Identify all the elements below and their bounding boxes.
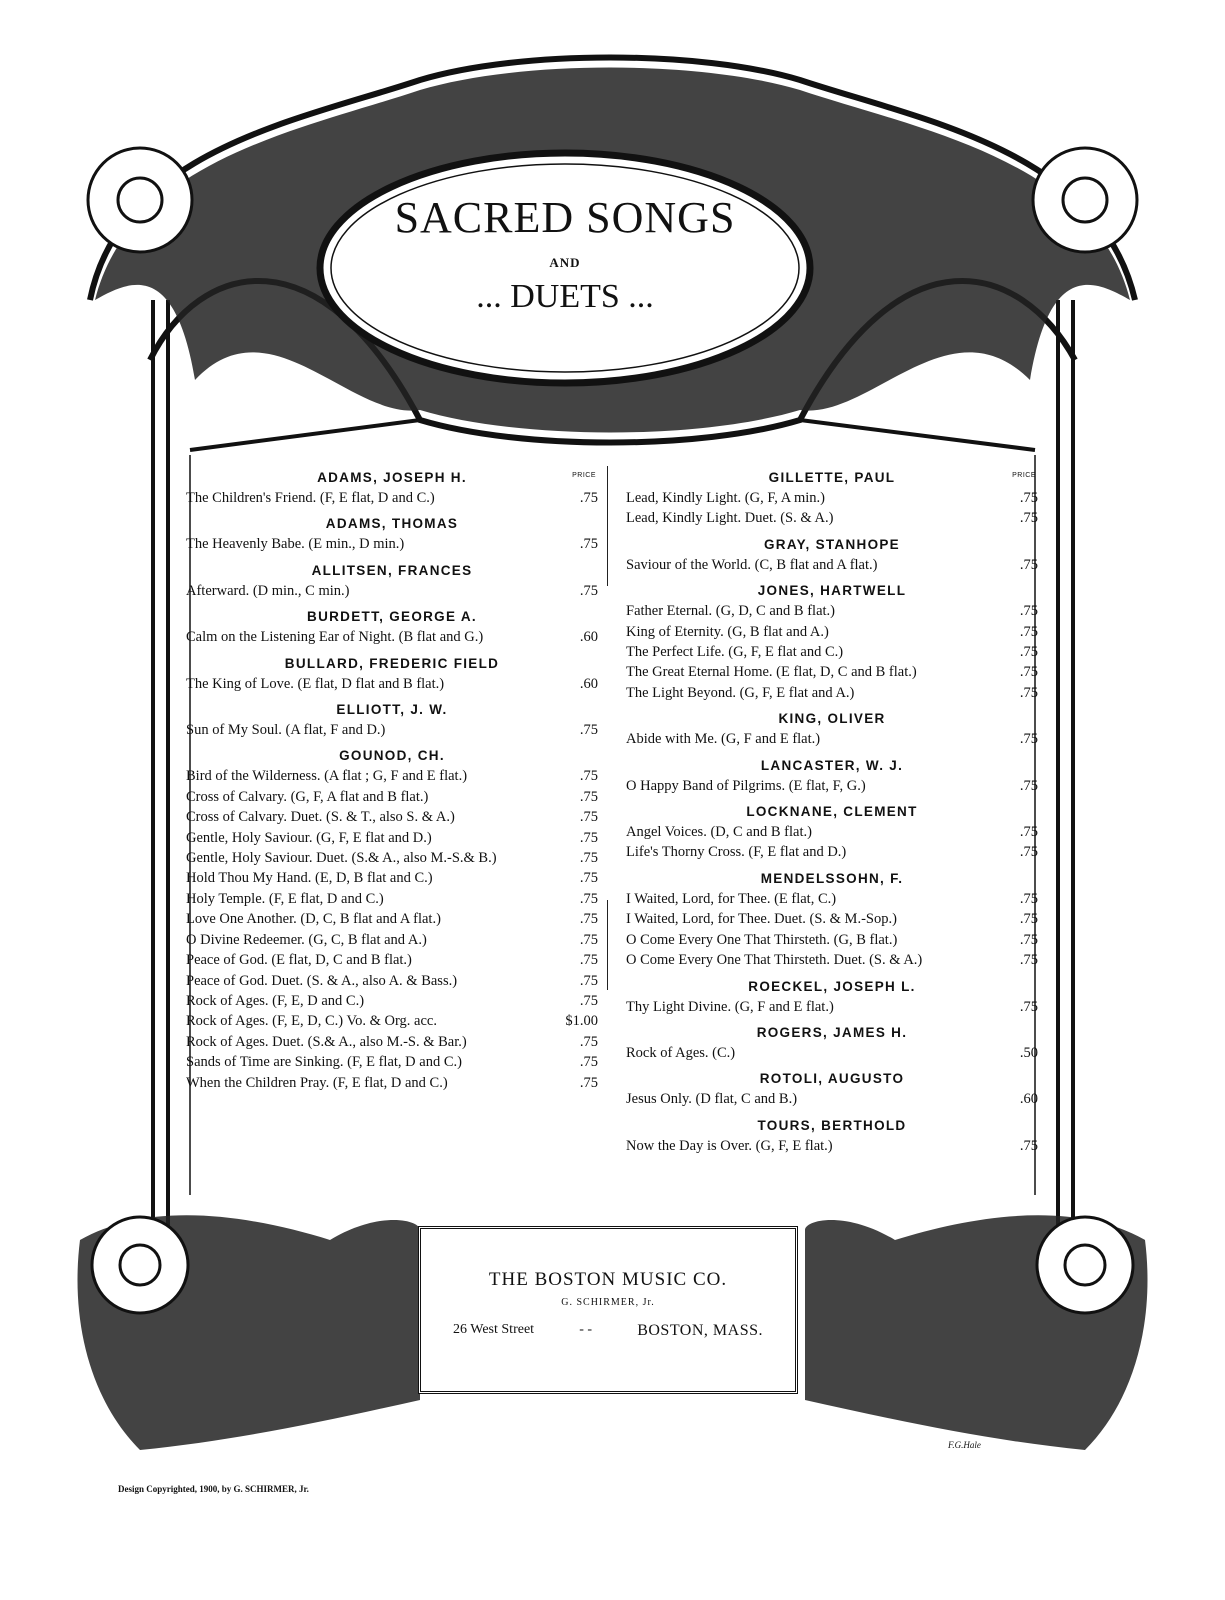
song-row	[186, 1011, 598, 1031]
price-column-header: PRICE	[1012, 472, 1036, 479]
song-title: Love One Another. (D, C, B flat and A flat.)	[186, 911, 441, 928]
song-title: Saviour of the World. (C, B flat and A flat.)	[626, 556, 878, 573]
composer-name: GRAY, STANHOPE	[764, 536, 900, 552]
song-title: Peace of God. Duet. (S. & A., also A. & Bass.)	[186, 972, 458, 989]
composer-group	[626, 535, 1038, 575]
song-title: Father Eternal. (G, D, C and B flat.)	[626, 603, 835, 620]
song-row	[626, 930, 1038, 950]
song-price: .75	[1019, 911, 1038, 928]
publisher-subname: G. SCHIRMER, Jr.	[561, 1297, 655, 1308]
song-title: Life's Thorny Cross. (F, E flat and D.)	[626, 844, 847, 861]
catalog-right-column	[626, 468, 1038, 1162]
song-title: Afterward. (D min., C min.)	[186, 582, 350, 599]
song-row	[186, 1073, 598, 1093]
song-title: Lead, Kindly Light. (G, F, A min.)	[626, 490, 826, 506]
composer-group	[186, 746, 598, 1093]
song-title: The King of Love. (E flat, D flat and B flat.)	[186, 675, 445, 692]
song-row	[626, 729, 1038, 749]
song-price: .75	[1019, 931, 1038, 948]
composer-name: ELLIOTT, J. W.	[336, 702, 448, 718]
song-title: Abide with Me. (G, F and E flat.)	[626, 731, 821, 748]
song-price: .75	[579, 788, 598, 805]
composer-name: ROTOLI, AUGUSTO	[759, 1071, 905, 1087]
song-price: .75	[579, 952, 598, 969]
publisher-name: THE BOSTON MUSIC CO.	[488, 1269, 728, 1290]
song-row	[186, 720, 598, 740]
composer-group	[626, 1116, 1038, 1156]
song-price: .60	[579, 629, 598, 646]
composer-name: BULLARD, FREDERIC FIELD	[284, 655, 500, 671]
song-title: Rock of Ages. Duet. (S.& A., also M.-S. & Bar.)	[186, 1033, 467, 1050]
song-title: King of Eternity. (G, B flat and A.)	[626, 623, 829, 640]
song-row	[186, 1032, 598, 1052]
composer-name: LOCKNANE, CLEMENT	[746, 804, 918, 820]
song-price: .75	[1019, 644, 1038, 661]
song-row	[186, 971, 598, 991]
song-price: .75	[579, 931, 598, 948]
song-row	[186, 581, 598, 601]
song-price: .75	[1019, 998, 1038, 1015]
song-row	[626, 776, 1038, 796]
song-row	[186, 889, 598, 909]
song-row	[186, 828, 598, 848]
composer-name: BURDETT, GEORGE A.	[307, 609, 477, 625]
song-row	[626, 642, 1038, 662]
song-price: .75	[579, 582, 598, 599]
song-title: Hold Thou My Hand. (E, D, B flat and C.)	[186, 870, 433, 887]
song-price: .75	[579, 870, 598, 887]
song-price: .75	[1019, 824, 1038, 841]
copyright-notice: Design Copyrighted, 1900, by G. SCHIRMER, Jr.	[118, 1484, 309, 1494]
composer-group	[626, 802, 1038, 863]
song-price: .75	[579, 1033, 598, 1050]
song-row	[626, 622, 1038, 642]
composer-name: ROECKEL, JOSEPH L.	[748, 978, 916, 994]
song-row	[186, 950, 598, 970]
song-title: Holy Temple. (F, E flat, D and C.)	[186, 890, 384, 907]
song-price: .75	[579, 1054, 598, 1071]
song-title: Gentle, Holy Saviour. (G, F, E flat and D.)	[186, 829, 432, 846]
song-row	[186, 848, 598, 868]
song-price: .75	[1019, 556, 1038, 573]
title-and: AND	[549, 255, 581, 270]
song-title: Rock of Ages. (F, E, D and C.)	[186, 992, 365, 1009]
song-title: I Waited, Lord, for Thee. (E flat, C.)	[626, 890, 837, 907]
song-title: O Come Every One That Thirsteth. Duet. (S. & A.)	[626, 952, 923, 969]
song-row	[186, 991, 598, 1011]
song-title: The Great Eternal Home. (E flat, D, C and B flat.)	[626, 664, 917, 681]
song-price: .50	[1019, 1044, 1038, 1061]
song-row	[626, 822, 1038, 842]
song-title: The Perfect Life. (G, F, E flat and C.)	[626, 644, 844, 661]
song-price: .75	[1019, 603, 1038, 620]
composer-group	[626, 709, 1038, 749]
song-price: .75	[579, 536, 598, 553]
song-price: .75	[579, 1074, 598, 1091]
price-column-header: PRICE	[572, 472, 596, 479]
song-price: .75	[1019, 952, 1038, 969]
song-title: The Children's Friend. (F, E flat, D and C.)	[186, 490, 435, 506]
composer-name: MENDELSSOHN, F.	[760, 870, 904, 886]
song-row	[626, 662, 1038, 682]
composer-group	[186, 514, 598, 554]
song-title: Now the Day is Over. (G, F, E flat.)	[626, 1137, 833, 1154]
song-title: Sun of My Soul. (A flat, F and D.)	[186, 722, 386, 739]
song-row	[186, 488, 598, 508]
song-row	[186, 930, 598, 950]
title-cartouche	[330, 160, 800, 385]
column-divider	[607, 466, 608, 586]
song-price: .75	[579, 972, 598, 989]
song-title: Rock of Ages. (C.)	[626, 1044, 736, 1061]
composer-group	[626, 977, 1038, 1017]
song-row	[626, 997, 1038, 1017]
song-price: .75	[1019, 844, 1038, 861]
composer-group	[626, 756, 1038, 796]
publisher-address	[421, 1322, 795, 1340]
song-row	[626, 508, 1038, 528]
song-title: O Divine Redeemer. (G, C, B flat and A.)	[186, 931, 427, 948]
song-row	[186, 909, 598, 929]
song-title: O Happy Band of Pilgrims. (E flat, F, G.)	[626, 777, 866, 794]
composer-group	[186, 468, 598, 508]
song-row	[626, 1136, 1038, 1156]
composer-name: KING, OLIVER	[778, 711, 886, 727]
song-title: Rock of Ages. (F, E, D, C.) Vo. & Org. acc.	[186, 1013, 437, 1030]
song-row	[186, 807, 598, 827]
composer-name: GILLETTE, PAUL	[768, 470, 896, 485]
song-row	[186, 1052, 598, 1072]
song-price: .75	[579, 992, 598, 1009]
song-price: .60	[1019, 1091, 1038, 1108]
song-title: Cross of Calvary. (G, F, A flat and B flat.)	[186, 788, 429, 805]
song-title: Gentle, Holy Saviour. Duet. (S.& A., also M.-S.& B.)	[186, 850, 497, 867]
song-title: I Waited, Lord, for Thee. Duet. (S. & M.-Sop.)	[626, 911, 897, 928]
page-title: SACRED SONGS	[394, 193, 736, 242]
song-price: .75	[1019, 490, 1038, 506]
song-title: Thy Light Divine. (G, F and E flat.)	[626, 998, 834, 1015]
song-price: $1.00	[565, 1013, 598, 1030]
song-title: Calm on the Listening Ear of Night. (B flat and G.)	[186, 629, 484, 646]
song-title: Bird of the Wilderness. (A flat ; G, F and E flat.)	[186, 768, 468, 785]
song-price: .75	[1019, 623, 1038, 640]
song-title: The Heavenly Babe. (E min., D min.)	[186, 536, 405, 553]
composer-name: ROGERS, JAMES H.	[756, 1024, 908, 1040]
composer-name: TOURS, BERTHOLD	[757, 1117, 907, 1133]
composer-name: ALLITSEN, FRANCES	[311, 562, 473, 578]
song-price: .75	[1019, 731, 1038, 748]
song-row	[186, 766, 598, 786]
song-title: Peace of God. (E flat, D, C and B flat.)	[186, 952, 412, 969]
song-title: Angel Voices. (D, C and B flat.)	[626, 824, 812, 841]
song-price: .75	[579, 890, 598, 907]
song-row	[626, 909, 1038, 929]
column-divider	[607, 900, 608, 990]
song-row	[626, 555, 1038, 575]
song-price: .75	[1019, 890, 1038, 907]
song-title: When the Children Pray. (F, E flat, D and C.)	[186, 1074, 448, 1091]
publisher-street: 26 West Street	[453, 1322, 535, 1337]
song-row	[186, 627, 598, 647]
song-price: .75	[579, 768, 598, 785]
song-row	[626, 889, 1038, 909]
song-price: .75	[1019, 1137, 1038, 1154]
composer-group	[626, 468, 1038, 529]
composer-group	[626, 869, 1038, 971]
song-row	[626, 488, 1038, 508]
composer-group	[186, 607, 598, 647]
song-row	[626, 950, 1038, 970]
address-separator: - -	[579, 1322, 593, 1337]
song-price: .60	[579, 675, 598, 692]
song-title: O Come Every One That Thirsteth. (G, B flat.)	[626, 931, 898, 948]
song-price: .75	[579, 829, 598, 846]
song-row	[626, 601, 1038, 621]
composer-name: LANCASTER, W. J.	[760, 757, 904, 773]
publisher-box	[418, 1226, 798, 1394]
catalog-left-column	[186, 468, 598, 1099]
composer-name: ADAMS, THOMAS	[325, 516, 459, 532]
song-title: The Light Beyond. (G, F, E flat and A.)	[626, 684, 855, 701]
composer-group	[626, 1069, 1038, 1109]
song-price: .75	[1019, 510, 1038, 527]
composer-group	[186, 700, 598, 740]
composer-name: JONES, HARTWELL	[757, 583, 907, 599]
composer-group	[186, 561, 598, 601]
composer-group	[626, 581, 1038, 703]
song-price: .75	[1019, 664, 1038, 681]
song-price: .75	[1019, 684, 1038, 701]
song-price: .75	[579, 850, 598, 867]
song-row	[186, 787, 598, 807]
composer-name: ADAMS, JOSEPH H.	[317, 470, 467, 485]
song-row	[186, 868, 598, 888]
composer-group	[626, 1023, 1038, 1063]
song-row	[626, 842, 1038, 862]
song-price: .75	[579, 911, 598, 928]
song-price: .75	[1019, 777, 1038, 794]
song-row	[626, 1043, 1038, 1063]
song-title: Lead, Kindly Light. Duet. (S. & A.)	[626, 510, 834, 527]
song-title: Sands of Time are Sinking. (F, E flat, D and C.)	[186, 1054, 462, 1071]
song-row	[186, 674, 598, 694]
artist-signature: F.G.Hale	[948, 1440, 981, 1450]
song-row	[186, 534, 598, 554]
publisher-city: BOSTON, MASS.	[637, 1322, 763, 1339]
song-price: .75	[579, 722, 598, 739]
song-price: .75	[579, 809, 598, 826]
composer-name: GOUNOD, CH.	[339, 748, 445, 764]
song-row	[626, 683, 1038, 703]
page-subtitle: ... DUETS ...	[476, 278, 654, 315]
song-row	[626, 1089, 1038, 1109]
song-title: Cross of Calvary. Duet. (S. & T., also S. & A.)	[186, 809, 455, 826]
composer-group	[186, 654, 598, 694]
song-price: .75	[579, 490, 598, 506]
song-title: Jesus Only. (D flat, C and B.)	[626, 1091, 798, 1108]
